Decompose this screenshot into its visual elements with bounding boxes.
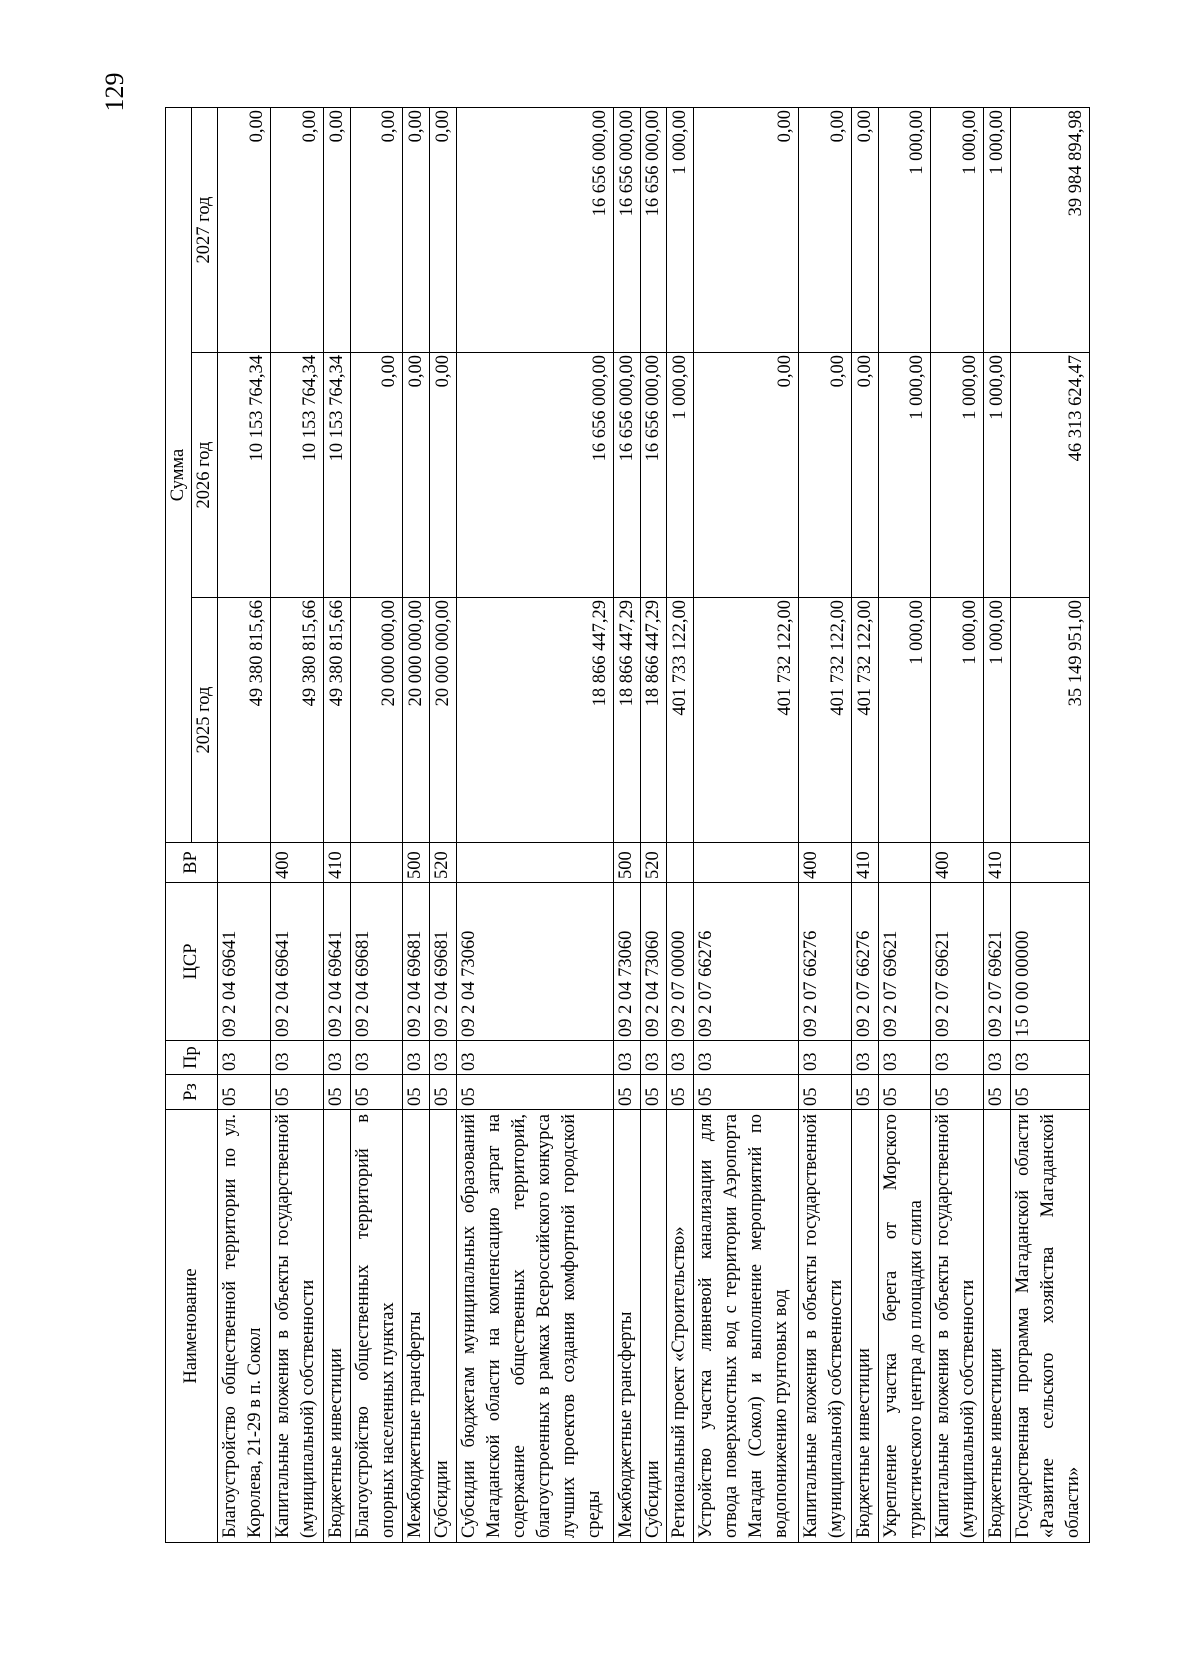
cell-vr: 500 — [403, 843, 430, 883]
cell-2025: 1 000,00 — [878, 598, 931, 843]
cell-2026: 0,00 — [798, 353, 851, 598]
table-row — [218, 107, 271, 1542]
cell-2025: 18 866 447,29 — [640, 598, 667, 843]
header-pr: Пр — [166, 1041, 218, 1075]
cell-rz: 05 — [878, 1075, 931, 1110]
cell-csr: 09 2 07 69621 — [984, 883, 1011, 1041]
cell-pr: 03 — [984, 1041, 1011, 1075]
cell-2026: 16 656 000,00 — [613, 353, 640, 598]
cell-csr: 09 2 07 66276 — [694, 883, 799, 1041]
cell-pr: 03 — [323, 1041, 350, 1075]
table-row — [640, 107, 667, 1542]
cell-csr: 09 2 04 69641 — [218, 883, 271, 1041]
cell-pr: 03 — [931, 1041, 984, 1075]
cell-csr: 09 2 07 69621 — [931, 883, 984, 1041]
cell-2025: 401 732 122,00 — [694, 598, 799, 843]
table-header — [166, 107, 218, 1542]
table-row — [798, 107, 851, 1542]
cell-csr: 09 2 07 66276 — [851, 883, 878, 1041]
cell-name: Государственная программа Магаданской области «Развитие сельского хозяйства Магаданской области» — [1011, 1110, 1090, 1543]
cell-2027: 0,00 — [323, 107, 350, 352]
cell-2026: 0,00 — [851, 353, 878, 598]
cell-csr: 09 2 07 66276 — [798, 883, 851, 1041]
cell-vr — [457, 843, 613, 883]
cell-2025: 49 380 815,66 — [218, 598, 271, 843]
cell-2027: 0,00 — [350, 107, 403, 352]
cell-2027: 1 000,00 — [878, 107, 931, 352]
cell-name: Укрепление участка берега от Морского туристического центра до площадки слипа — [878, 1110, 931, 1543]
cell-csr: 09 2 04 69641 — [323, 883, 350, 1041]
cell-name: Межбюджетные трансферты — [403, 1110, 430, 1543]
cell-name: Бюджетные инвестиции — [984, 1110, 1011, 1543]
cell-rz: 05 — [457, 1075, 613, 1110]
cell-2027: 0,00 — [270, 107, 323, 352]
table-row — [931, 107, 984, 1542]
cell-2026: 0,00 — [430, 353, 457, 598]
cell-pr: 03 — [430, 1041, 457, 1075]
cell-2027: 0,00 — [798, 107, 851, 352]
cell-name: Субсидии бюджетам муниципальных образований Магаданской области на компенсацию затрат на содержание общественных территорий, благоустроенных в рамках Всероссийского конкурса лучших проектов создания комфортной городской среды — [457, 1110, 613, 1543]
cell-pr: 03 — [640, 1041, 667, 1075]
cell-pr: 03 — [403, 1041, 430, 1075]
cell-2025: 401 733 122,00 — [667, 598, 694, 843]
cell-pr: 03 — [878, 1041, 931, 1075]
cell-rz: 05 — [667, 1075, 694, 1110]
cell-2027: 1 000,00 — [931, 107, 984, 352]
cell-name: Капитальные вложения в объекты государственной (муниципальной) собственности — [798, 1110, 851, 1543]
table-row — [984, 107, 1011, 1542]
table-row — [613, 107, 640, 1542]
table-row — [350, 107, 403, 1542]
cell-vr — [350, 843, 403, 883]
cell-csr: 09 2 04 69681 — [403, 883, 430, 1041]
table-row — [1011, 107, 1090, 1542]
cell-2027: 16 656 000,00 — [613, 107, 640, 352]
cell-vr — [218, 843, 271, 883]
cell-2025: 49 380 815,66 — [323, 598, 350, 843]
cell-2026: 0,00 — [694, 353, 799, 598]
cell-csr: 09 2 04 69681 — [430, 883, 457, 1041]
cell-pr: 03 — [613, 1041, 640, 1075]
table-row — [270, 107, 323, 1542]
cell-2025: 49 380 815,66 — [270, 598, 323, 843]
table-body — [218, 107, 1090, 1542]
cell-csr: 15 0 00 00000 — [1011, 883, 1090, 1041]
cell-2026: 0,00 — [403, 353, 430, 598]
cell-pr: 03 — [694, 1041, 799, 1075]
cell-rz: 05 — [430, 1075, 457, 1110]
cell-2025: 18 866 447,29 — [457, 598, 613, 843]
cell-2026: 1 000,00 — [984, 353, 1011, 598]
cell-2027: 39 984 894,98 — [1011, 107, 1090, 352]
header-csr: ЦСР — [166, 883, 218, 1041]
cell-csr: 09 2 04 73060 — [457, 883, 613, 1041]
cell-2026: 1 000,00 — [667, 353, 694, 598]
cell-name: Капитальные вложения в объекты государственной (муниципальной) собственности — [931, 1110, 984, 1543]
cell-rz: 05 — [270, 1075, 323, 1110]
cell-vr: 400 — [798, 843, 851, 883]
cell-2025: 401 732 122,00 — [851, 598, 878, 843]
cell-rz: 05 — [218, 1075, 271, 1110]
cell-name: Региональный проект «Строительство» — [667, 1110, 694, 1543]
cell-rz: 05 — [613, 1075, 640, 1110]
cell-csr: 09 2 04 73060 — [640, 883, 667, 1041]
cell-2025: 20 000 000,00 — [403, 598, 430, 843]
cell-csr: 09 2 07 00000 — [667, 883, 694, 1041]
cell-rz: 05 — [1011, 1075, 1090, 1110]
cell-rz: 05 — [350, 1075, 403, 1110]
cell-vr: 410 — [323, 843, 350, 883]
cell-2026: 46 313 624,47 — [1011, 353, 1090, 598]
cell-2026: 1 000,00 — [931, 353, 984, 598]
cell-2025: 18 866 447,29 — [613, 598, 640, 843]
cell-name: Бюджетные инвестиции — [851, 1110, 878, 1543]
cell-rz: 05 — [931, 1075, 984, 1110]
cell-2027: 16 656 000,00 — [640, 107, 667, 352]
cell-pr: 03 — [667, 1041, 694, 1075]
cell-2025: 35 149 951,00 — [1011, 598, 1090, 843]
header-sum: Сумма — [166, 107, 192, 842]
cell-name: Благоустройство общественных территорий в опорных населенных пунктах — [350, 1110, 403, 1543]
cell-2025: 401 732 122,00 — [798, 598, 851, 843]
cell-2026: 1 000,00 — [878, 353, 931, 598]
header-year-2027: 2027 год — [192, 107, 218, 352]
cell-2027: 1 000,00 — [667, 107, 694, 352]
cell-2027: 0,00 — [218, 107, 271, 352]
cell-2026: 16 656 000,00 — [457, 353, 613, 598]
cell-2027: 1 000,00 — [984, 107, 1011, 352]
cell-2027: 16 656 000,00 — [457, 107, 613, 352]
cell-vr — [1011, 843, 1090, 883]
table-row — [457, 107, 613, 1542]
cell-vr: 520 — [430, 843, 457, 883]
cell-name: Бюджетные инвестиции — [323, 1110, 350, 1543]
cell-rz: 05 — [323, 1075, 350, 1110]
cell-vr: 400 — [931, 843, 984, 883]
cell-vr: 520 — [640, 843, 667, 883]
cell-rz: 05 — [640, 1075, 667, 1110]
cell-vr: 400 — [270, 843, 323, 883]
header-year-2025: 2025 год — [192, 598, 218, 843]
budget-table — [165, 107, 1090, 1543]
cell-2026: 0,00 — [350, 353, 403, 598]
cell-pr: 03 — [798, 1041, 851, 1075]
cell-pr: 03 — [270, 1041, 323, 1075]
table-row — [403, 107, 430, 1542]
cell-name: Субсидии — [430, 1110, 457, 1543]
cell-2026: 10 153 764,34 — [218, 353, 271, 598]
cell-name: Капитальные вложения в объекты государственной (муниципальной) собственности — [270, 1110, 323, 1543]
cell-rz: 05 — [403, 1075, 430, 1110]
cell-name: Благоустройство общественной территории по ул. Королева, 21-29 в п. Сокол — [218, 1110, 271, 1543]
table-row — [878, 107, 931, 1542]
cell-pr: 03 — [1011, 1041, 1090, 1075]
cell-vr — [667, 843, 694, 883]
cell-rz: 05 — [851, 1075, 878, 1110]
table-row — [323, 107, 350, 1542]
cell-name: Устройство участка ливневой канализации для отвода поверхностных вод с территории Аэропорта Магадан (Сокол) и выполнение мероприятий по водопонижению грунтовых вод — [694, 1110, 799, 1543]
page-number: 129 — [100, 72, 129, 112]
cell-pr: 03 — [218, 1041, 271, 1075]
cell-2027: 0,00 — [430, 107, 457, 352]
table-row — [667, 107, 694, 1542]
cell-2025: 20 000 000,00 — [350, 598, 403, 843]
cell-name: Субсидии — [640, 1110, 667, 1543]
cell-2026: 10 153 764,34 — [270, 353, 323, 598]
table-row — [430, 107, 457, 1542]
rotated-table-container — [165, 108, 1090, 1543]
cell-pr: 03 — [851, 1041, 878, 1075]
cell-csr: 09 2 04 69681 — [350, 883, 403, 1041]
cell-2026: 16 656 000,00 — [640, 353, 667, 598]
header-vr: ВР — [166, 843, 218, 883]
header-year-2026: 2026 год — [192, 353, 218, 598]
cell-pr: 03 — [457, 1041, 613, 1075]
table-row — [694, 107, 799, 1542]
cell-rz: 05 — [984, 1075, 1011, 1110]
cell-name: Межбюджетные трансферты — [613, 1110, 640, 1543]
cell-vr — [878, 843, 931, 883]
cell-vr: 500 — [613, 843, 640, 883]
cell-pr: 03 — [350, 1041, 403, 1075]
cell-2027: 0,00 — [851, 107, 878, 352]
cell-2027: 0,00 — [403, 107, 430, 352]
cell-vr: 410 — [851, 843, 878, 883]
cell-2025: 1 000,00 — [931, 598, 984, 843]
cell-2027: 0,00 — [694, 107, 799, 352]
header-name: Наименование — [166, 1110, 218, 1543]
cell-csr: 09 2 04 73060 — [613, 883, 640, 1041]
cell-2026: 10 153 764,34 — [323, 353, 350, 598]
cell-2025: 1 000,00 — [984, 598, 1011, 843]
cell-csr: 09 2 07 69621 — [878, 883, 931, 1041]
cell-2025: 20 000 000,00 — [430, 598, 457, 843]
cell-rz: 05 — [798, 1075, 851, 1110]
cell-rz: 05 — [694, 1075, 799, 1110]
table-row — [851, 107, 878, 1542]
cell-vr — [694, 843, 799, 883]
cell-vr: 410 — [984, 843, 1011, 883]
cell-csr: 09 2 04 69641 — [270, 883, 323, 1041]
header-rz: Рз — [166, 1075, 218, 1110]
